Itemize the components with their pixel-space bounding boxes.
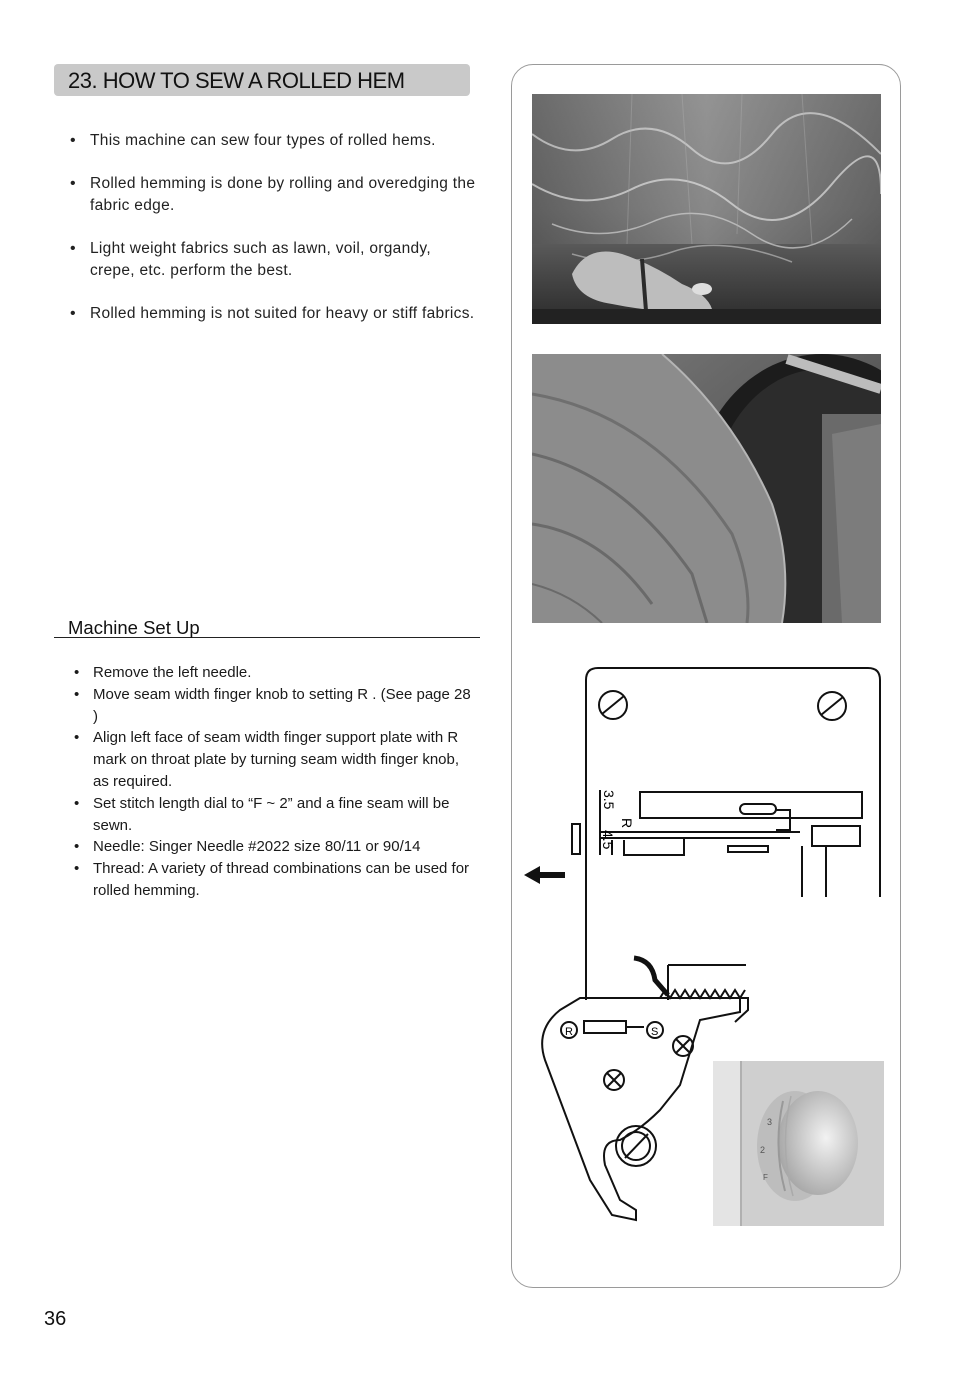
section-title-bar: [54, 64, 470, 96]
setup-item: • Thread: A variety of thread combinations can be used for rolled hemming.: [74, 858, 476, 902]
intro-bullet-list: [70, 130, 480, 346]
setup-item: • Align left face of seam width finger support plate with R mark on throat plate by turning seam width finger knob, as required.: [74, 727, 476, 792]
setup-item: • Move seam width finger knob to setting R . (See page 28 ): [74, 684, 476, 728]
intro-bullet: • Light weight fabrics such as lawn, voil, organdy, crepe, etc. perform the best.: [70, 238, 480, 282]
dial-label-3: 3: [767, 1117, 773, 1127]
intro-bullet: • Rolled hemming is not suited for heavy or stiff fabrics.: [70, 303, 480, 325]
setup-item: • Remove the left needle.: [74, 662, 476, 684]
scale-label-r: R: [619, 818, 635, 829]
dial-label-2: 2: [760, 1145, 766, 1155]
setup-item: • Set stitch length dial to “F ~ 2” and a fine seam will be sewn.: [74, 793, 476, 837]
page-number: 36: [44, 1308, 67, 1330]
folded-napkin-photo: [532, 354, 881, 623]
selector-label-r: R: [565, 1026, 573, 1038]
setup-list: [74, 662, 476, 902]
stitch-dial-photo: [713, 1061, 884, 1226]
setup-heading: Machine Set Up: [68, 617, 200, 638]
dress-hem-photo: [532, 94, 881, 324]
setup-item: • Needle: Singer Needle #2022 size 80/11 or 90/14: [74, 836, 476, 858]
scale-label-3-5: 3.5: [601, 790, 617, 810]
setup-heading-rule: [54, 617, 480, 638]
scale-label-4-5: 4.5: [600, 830, 616, 850]
intro-bullet: • Rolled hemming is done by rolling and overedging the fabric edge.: [70, 173, 480, 217]
dial-label-f: F: [763, 1173, 768, 1182]
selector-label-s: S: [651, 1026, 659, 1038]
intro-bullet: • This machine can sew four types of rolled hems.: [70, 130, 480, 152]
page-title: 23. HOW TO SEW A ROLLED HEM: [68, 68, 405, 93]
